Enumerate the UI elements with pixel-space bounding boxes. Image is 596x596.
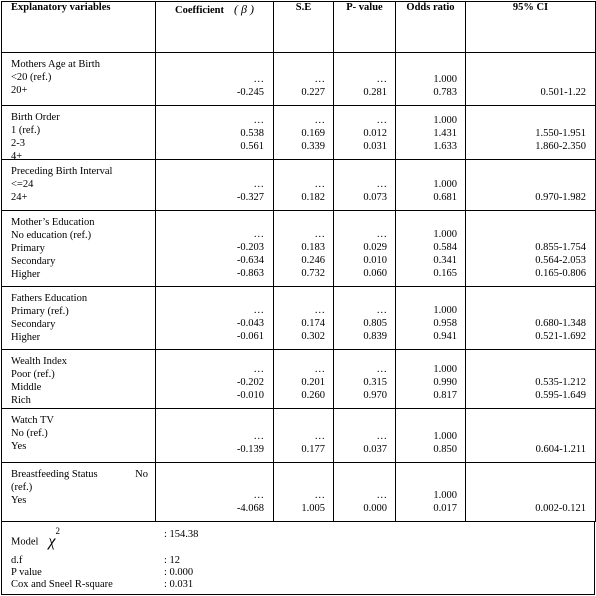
ci-cell [466, 287, 596, 350]
coef-value: -0.863 [236, 268, 264, 279]
header-explanatory: Explanatory variables [2, 2, 156, 53]
model-label-text: Model [11, 536, 39, 548]
ci-value: 0.002-0.121 [535, 503, 586, 514]
coef-cell [156, 211, 274, 287]
chi-square-symbol [48, 526, 60, 551]
or-value: 0.817 [433, 390, 457, 401]
group-row [2, 287, 596, 350]
se-cell [274, 160, 334, 211]
coef-cell [156, 287, 274, 350]
coef-cell [156, 350, 274, 409]
coef-value: 0.561 [240, 141, 264, 152]
p-value-value: : 0.000 [164, 567, 194, 578]
p-cell [334, 350, 396, 409]
coef-value: … [253, 490, 264, 501]
or-cell [396, 106, 466, 160]
coef-value: -0.327 [236, 192, 264, 203]
or-value: 1.000 [433, 490, 457, 501]
variable-title: Preceding Birth Interval [11, 166, 113, 177]
variable-title-suffix: No [135, 469, 148, 480]
se-value: 0.182 [301, 192, 325, 203]
coef-value: -0.203 [236, 242, 264, 253]
category-label: Primary (ref.) [11, 306, 69, 317]
model-label [11, 526, 60, 551]
p-value: 0.010 [363, 255, 387, 266]
results-table [1, 1, 596, 522]
se-value: 0.732 [301, 268, 325, 279]
p-value-label: P value [11, 567, 42, 578]
variable-cell [2, 211, 156, 287]
or-cell [396, 160, 466, 211]
ci-value: 0.595-1.649 [535, 390, 586, 401]
ci-value: 0.501-1.22 [540, 87, 586, 98]
coef-value: -0.202 [236, 377, 264, 388]
or-value: 1.000 [433, 115, 457, 126]
or-value: 0.681 [433, 192, 457, 203]
se-value: 0.246 [301, 255, 325, 266]
category-label: 1 (ref.) [11, 125, 41, 136]
coef-value: … [253, 179, 264, 190]
or-value: 0.850 [433, 444, 457, 455]
p-cell [334, 463, 396, 522]
coef-value: -0.139 [236, 444, 264, 455]
coef-value: … [253, 229, 264, 240]
p-value: 0.281 [363, 87, 387, 98]
coef-cell [156, 160, 274, 211]
variable-cell [2, 409, 156, 463]
category-label: 2-3 [11, 138, 25, 149]
or-cell [396, 463, 466, 522]
or-cell [396, 53, 466, 106]
coef-value: -0.061 [236, 331, 264, 342]
group-row [2, 53, 596, 106]
df-label: d.f [11, 555, 23, 566]
ci-cell [466, 53, 596, 106]
coef-value: … [253, 115, 264, 126]
se-value: … [314, 74, 325, 85]
category-label: Yes [11, 495, 27, 506]
header-odds-ratio: Odds ratio [396, 2, 466, 53]
p-value: … [376, 115, 387, 126]
category-label: 20+ [11, 85, 28, 96]
or-value: 0.783 [433, 87, 457, 98]
variable-cell [2, 106, 156, 160]
category-label: Primary [11, 243, 45, 254]
se-value: 0.174 [301, 318, 325, 329]
or-value: 0.165 [433, 268, 457, 279]
p-cell [334, 53, 396, 106]
se-value: … [314, 115, 325, 126]
se-cell [274, 106, 334, 160]
coef-value: … [253, 74, 264, 85]
coef-value: -4.068 [236, 503, 264, 514]
p-cell [334, 106, 396, 160]
or-value: 1.000 [433, 305, 457, 316]
p-value: 0.805 [363, 318, 387, 329]
or-value: 0.958 [433, 318, 457, 329]
se-value: 0.201 [301, 377, 325, 388]
header-se: S.E [274, 2, 334, 53]
coef-cell [156, 409, 274, 463]
category-label: Poor (ref.) [11, 369, 55, 380]
or-value: 1.000 [433, 431, 457, 442]
ci-cell [466, 350, 596, 409]
coef-value: -0.245 [236, 87, 264, 98]
se-value: … [314, 490, 325, 501]
ci-cell [466, 463, 596, 522]
header-ci: 95% CI [466, 2, 596, 53]
se-value: 1.005 [301, 503, 325, 514]
variable-title: Wealth Index [11, 356, 68, 367]
variable-title: Birth Order [11, 112, 60, 123]
p-value: … [376, 364, 387, 375]
category-label: <=24 [11, 179, 34, 190]
ci-cell [466, 409, 596, 463]
ci-value: 0.521-1.692 [535, 331, 586, 342]
group-row [2, 211, 596, 287]
or-value: 0.017 [433, 503, 457, 514]
se-cell [274, 211, 334, 287]
variable-cell [2, 160, 156, 211]
header-p-value: P- value [334, 2, 396, 53]
or-value: 0.584 [433, 242, 457, 253]
category-label: Higher [11, 269, 41, 280]
group-row [2, 160, 596, 211]
or-value: 1.000 [433, 74, 457, 85]
p-value: … [376, 179, 387, 190]
category-label: Secondary [11, 319, 56, 330]
variable-cell [2, 350, 156, 409]
beta-symbol: ( β ) [234, 2, 254, 16]
p-value: … [376, 490, 387, 501]
ci-value: 0.855-1.754 [535, 242, 586, 253]
category-label: Secondary [11, 256, 56, 267]
header-coefficient [156, 2, 274, 53]
or-cell [396, 211, 466, 287]
se-value: … [314, 305, 325, 316]
coef-value: … [253, 431, 264, 442]
header-row [2, 2, 596, 53]
ci-value: 0.604-1.211 [535, 444, 586, 455]
coef-cell [156, 463, 274, 522]
p-cell [334, 211, 396, 287]
chi-square-value: : 154.38 [164, 529, 199, 540]
category-label: Yes [11, 441, 27, 452]
variable-title: Mothers Age at Birth [11, 59, 100, 70]
se-value: 0.177 [301, 444, 325, 455]
p-cell [334, 160, 396, 211]
coef-value: 0.538 [240, 128, 264, 139]
variable-title: Mother’s Education [11, 217, 95, 228]
category-label: (ref.) [11, 482, 33, 493]
se-value: 0.183 [301, 242, 325, 253]
group-row [2, 350, 596, 409]
df-value: : 12 [164, 555, 181, 566]
se-value: … [314, 179, 325, 190]
ci-value: 0.165-0.806 [535, 268, 586, 279]
beta-label: β [241, 2, 247, 16]
se-cell [274, 53, 334, 106]
regression-table [1, 1, 595, 594]
category-label: No education (ref.) [11, 230, 92, 241]
p-value: … [376, 305, 387, 316]
or-cell [396, 350, 466, 409]
category-label: No (ref.) [11, 428, 48, 439]
chi-symbol: χ [48, 533, 56, 551]
variable-title: Watch TV [11, 415, 54, 426]
ci-value: 0.535-1.212 [535, 377, 586, 388]
se-cell [274, 350, 334, 409]
p-value: 0.839 [363, 331, 387, 342]
coef-cell [156, 106, 274, 160]
p-value: 0.029 [363, 242, 387, 253]
variable-title: Breastfeeding Status [11, 469, 98, 480]
category-label: Rich [11, 395, 31, 406]
coef-value: … [253, 364, 264, 375]
ci-value: 0.970-1.982 [535, 192, 586, 203]
se-cell [274, 463, 334, 522]
r-square-label: Cox and Sneel R-square [11, 579, 113, 590]
p-value: … [376, 74, 387, 85]
coef-value: … [253, 305, 264, 316]
se-value: … [314, 229, 325, 240]
ci-value: 0.564-2.053 [535, 255, 586, 266]
se-cell [274, 287, 334, 350]
or-value: 0.941 [433, 331, 457, 342]
category-label: Middle [11, 382, 42, 393]
or-value: 1.000 [433, 229, 457, 240]
p-value: 0.970 [363, 390, 387, 401]
p-value: 0.031 [363, 141, 387, 152]
se-value: … [314, 364, 325, 375]
or-value: 1.000 [433, 179, 457, 190]
ci-cell [466, 106, 596, 160]
or-cell [396, 409, 466, 463]
or-value: 0.341 [433, 255, 457, 266]
p-value: 0.060 [363, 268, 387, 279]
p-value: 0.000 [363, 503, 387, 514]
p-value: … [376, 431, 387, 442]
or-value: 1.633 [433, 141, 457, 152]
variable-cell [2, 53, 156, 106]
se-value: 0.169 [301, 128, 325, 139]
se-value: 0.260 [301, 390, 325, 401]
variable-cell [2, 287, 156, 350]
ci-cell [466, 211, 596, 287]
or-value: 1.000 [433, 364, 457, 375]
category-label: <20 (ref.) [11, 72, 52, 83]
p-cell [334, 287, 396, 350]
header-coefficient-label: Coefficient [175, 5, 224, 16]
p-value: 0.012 [363, 128, 387, 139]
coef-value: -0.043 [236, 318, 264, 329]
coef-value: -0.634 [236, 255, 264, 266]
coef-value: -0.010 [236, 390, 264, 401]
group-row [2, 463, 596, 522]
ci-value: 1.860-2.350 [535, 141, 586, 152]
model-summary [1, 521, 595, 595]
or-value: 1.431 [433, 128, 457, 139]
category-label: Higher [11, 332, 41, 343]
group-row [2, 409, 596, 463]
coef-cell [156, 53, 274, 106]
or-cell [396, 287, 466, 350]
variable-title: Fathers Education [11, 293, 88, 304]
category-label: 4+ [11, 151, 23, 162]
group-row [2, 106, 596, 160]
variable-cell [2, 463, 156, 522]
p-value: 0.073 [363, 192, 387, 203]
se-value: 0.302 [301, 331, 325, 342]
ci-value: 0.680-1.348 [535, 318, 586, 329]
se-value: … [314, 431, 325, 442]
ci-value: 1.550-1.951 [535, 128, 586, 139]
se-value: 0.227 [301, 87, 325, 98]
chi-power: 2 [55, 526, 60, 536]
or-value: 0.990 [433, 377, 457, 388]
p-value: 0.315 [363, 377, 387, 388]
category-label: 24+ [11, 192, 28, 203]
se-value: 0.339 [301, 141, 325, 152]
p-cell [334, 409, 396, 463]
p-value: … [376, 229, 387, 240]
se-cell [274, 409, 334, 463]
p-value: 0.037 [363, 444, 387, 455]
r-square-value: : 0.031 [164, 579, 194, 590]
ci-cell [466, 160, 596, 211]
